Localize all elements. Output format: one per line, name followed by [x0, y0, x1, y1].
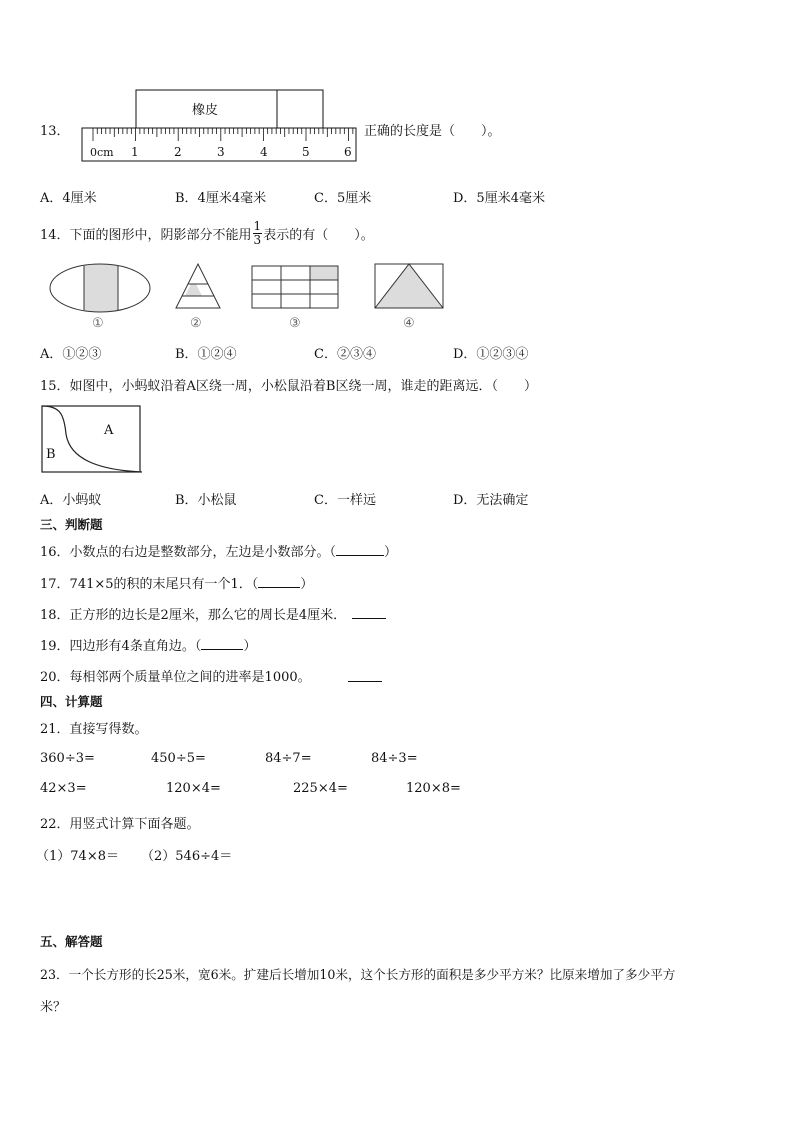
q20	[40, 666, 311, 685]
q22-item-1: （1）74×8＝	[36, 849, 119, 864]
q14-figures	[48, 260, 448, 332]
ruler-tick-label-2: 2	[174, 145, 182, 159]
eraser-label: 橡皮	[192, 103, 219, 118]
q19-close: ）	[243, 639, 257, 654]
ruler-tick-label-0: 0cm	[90, 146, 114, 159]
section-5-title: 五、解答题	[40, 934, 103, 949]
q19-answer-blank[interactable]	[201, 649, 243, 650]
q18-answer-blank[interactable]	[352, 618, 386, 619]
ruler-tick-label-4: 4	[260, 145, 268, 159]
fig3-shade	[310, 266, 338, 280]
q13-option-b: B．4厘米4毫米	[175, 191, 267, 206]
q14-option-c: C．②③④	[314, 347, 376, 362]
q22-item-2: （2）546÷4＝	[141, 849, 233, 864]
q15-question: 15．如图中，小蚂蚁沿着A区绕一周，小松鼠沿着B区绕一周，谁走的距离远．（ ）	[40, 379, 537, 394]
q15-option-b: B．小松鼠	[175, 493, 237, 508]
q14-option-b: B．①②④	[175, 347, 237, 362]
q23-line-1: 23．一个长方形的长25米，宽6米。扩建后长增加10米，这个长方形的面积是多少平方米？比原来增加了多少平方	[40, 967, 676, 982]
q20-text: 20．每相邻两个质量单位之间的进率是1000。	[40, 670, 311, 685]
ruler-tick-label-3: 3	[217, 145, 225, 159]
q16-text: 16．小数点的右边是整数部分，左边是小数部分。（	[40, 545, 337, 560]
q16	[40, 541, 397, 560]
q13-option-c: C．5厘米	[314, 191, 372, 206]
q18-text: 18．正方形的边长是2厘米，那么它的周长是4厘米．	[40, 608, 347, 623]
q20-answer-blank[interactable]	[348, 666, 382, 682]
section-3-title: 三、判断题	[40, 517, 103, 532]
q18	[40, 604, 386, 623]
q14-frac-num: 1	[253, 218, 262, 233]
q16-answer-blank[interactable]	[336, 555, 384, 556]
ruler-figure	[80, 88, 360, 164]
q22-question: 22．用竖式计算下面各题。	[40, 817, 200, 832]
q17-text: 17．741×5的积的末尾只有一个1．（	[40, 577, 259, 592]
q17-close: ）	[300, 577, 314, 592]
fig2-label: ②	[190, 316, 202, 331]
q17	[40, 573, 313, 592]
q14-text-after: 表示的有（ ）。	[263, 227, 374, 243]
q21-question: 21．直接写得数。	[40, 722, 148, 737]
q14-frac-den: 3	[253, 232, 262, 247]
q14-option-d: D．①②③④	[453, 347, 529, 362]
q13-question: 正确的长度是（ ）。	[364, 124, 501, 139]
fig4-label: ④	[403, 316, 415, 331]
q15-label-b: B	[46, 447, 56, 462]
q15-figure	[40, 404, 146, 476]
q15-option-d: D．无法确定	[453, 493, 529, 508]
q21-item-5: 42×3=	[40, 781, 87, 796]
q13-number: 13．	[40, 124, 70, 139]
q14-text-before: 14．下面的图形中，阴影部分不能用	[40, 227, 252, 243]
q13-option-d: D．5厘米4毫米	[453, 191, 545, 206]
section-4-title: 四、计算题	[40, 694, 103, 709]
q23-line-2: 米？	[40, 1000, 67, 1015]
fig4-shade	[375, 264, 443, 308]
eraser-shape	[136, 90, 323, 128]
q21-item-8: 120×8=	[406, 781, 461, 796]
fig1-label: ①	[92, 316, 104, 331]
fig3-label: ③	[289, 316, 301, 331]
q17-answer-blank[interactable]	[258, 587, 300, 588]
fig1-shade	[84, 262, 118, 314]
q21-item-2: 450÷5=	[151, 751, 206, 766]
q21-item-1: 360÷3=	[40, 751, 95, 766]
q21-item-7: 225×4=	[293, 781, 348, 796]
q14-option-a: A．①②③	[40, 347, 102, 362]
q15-option-c: C．一样远	[314, 493, 376, 508]
q14-fraction	[253, 220, 263, 247]
q16-close: ）	[384, 545, 398, 560]
ruler-tick-label-1: 1	[131, 145, 139, 159]
q15-option-a: A．小蚂蚁	[40, 493, 102, 508]
q14-question	[40, 216, 374, 250]
q21-item-6: 120×4=	[166, 781, 221, 796]
q13-option-a: A．4厘米	[40, 191, 97, 206]
q19-text: 19．四边形有4条直角边。（	[40, 639, 202, 654]
q19	[40, 635, 256, 654]
fig2-triangle	[176, 264, 220, 308]
q21-item-4: 84÷3=	[371, 751, 418, 766]
ruler-tick-label-6: 6	[344, 145, 352, 159]
ruler-tick-label-5: 5	[302, 145, 310, 159]
q21-item-3: 84÷7=	[265, 751, 312, 766]
q15-label-a: A	[104, 423, 114, 438]
q15-curve	[42, 406, 142, 472]
